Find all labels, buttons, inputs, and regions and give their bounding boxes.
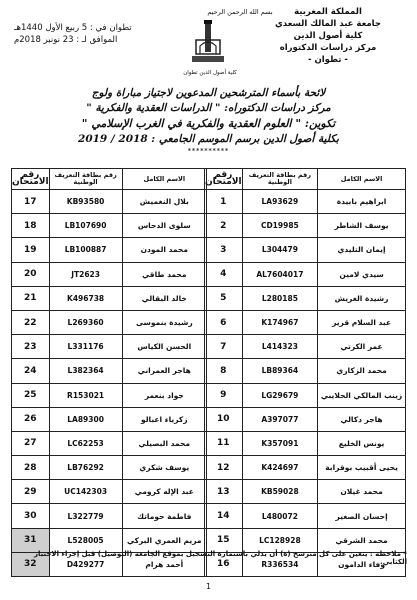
exam-number: 2 xyxy=(205,214,243,238)
national-id: L382364 xyxy=(49,359,122,383)
national-id: LC62253 xyxy=(49,431,122,455)
exam-number: 7 xyxy=(205,335,243,359)
basmala: بسم الله الرحمن الرحيم xyxy=(207,8,273,16)
national-id: R336534 xyxy=(242,552,318,576)
column-header-number: رقم الامتحان xyxy=(12,169,50,190)
candidate-name: عبد الإله كرومي xyxy=(122,480,206,504)
candidate-name: يوسف الشاطر xyxy=(318,214,406,238)
exam-number: 26 xyxy=(12,407,50,431)
title-line-4: بكلية أصول الدين برسم الموسم الجامعي : 2018 / 2019 xyxy=(78,133,339,145)
candidate-name: محمد البصيلي xyxy=(122,431,206,455)
table-row xyxy=(205,238,406,262)
table-row xyxy=(12,238,207,262)
exam-number: 16 xyxy=(205,552,243,576)
national-id: L414323 xyxy=(242,335,318,359)
candidate-name: محمد غيلان xyxy=(318,480,406,504)
exam-number: 21 xyxy=(12,286,50,310)
national-id: L269360 xyxy=(49,310,122,334)
candidate-name: عمر الكرتي xyxy=(318,335,406,359)
exam-number: 12 xyxy=(205,456,243,480)
national-id: L304479 xyxy=(242,238,318,262)
candidates-table-left xyxy=(11,168,207,577)
exam-number: 5 xyxy=(205,286,243,310)
national-id: LB100887 xyxy=(49,238,122,262)
logo-caption: كلية أصول الدين تطوان xyxy=(183,70,237,76)
column-header-number: رقم الامتحان xyxy=(205,169,243,190)
candidate-name: فاطمة حوماتك xyxy=(122,504,206,528)
candidate-name: إيمان التليدي xyxy=(318,238,406,262)
candidate-name: هاجر دكالي xyxy=(318,407,406,431)
national-id: LB89364 xyxy=(242,359,318,383)
candidate-name: محمد الشرقي xyxy=(318,528,406,552)
table-row xyxy=(12,383,207,407)
exam-number: 11 xyxy=(205,431,243,455)
table-row xyxy=(205,310,406,334)
note-text: * ملاحظة : يتعين على كل مترشح (ة) أن يدلي باستمارة التسجيل بموقع الجامعة (التوصيل) قبل إجراء الاختبار الكتابي. xyxy=(33,550,407,566)
table-row xyxy=(12,359,207,383)
column-header-name: الاسم الكامل xyxy=(122,169,206,190)
table-body-left xyxy=(12,190,207,577)
national-id: R153021 xyxy=(49,383,122,407)
national-id: K496738 xyxy=(49,286,122,310)
candidate-name: مريم العمري البركي xyxy=(122,528,206,552)
candidate-name: إحسان الصغير xyxy=(318,504,406,528)
candidate-name: وفاء الدامون xyxy=(318,552,406,576)
candidate-name: رشيدة الغريش xyxy=(318,286,406,310)
separator-stars: ********** xyxy=(187,148,230,155)
exam-number: 31 xyxy=(12,528,50,552)
exam-number: 22 xyxy=(12,310,50,334)
exam-number: 6 xyxy=(205,310,243,334)
exam-number: 15 xyxy=(205,528,243,552)
national-id: A397077 xyxy=(242,407,318,431)
table-row xyxy=(12,528,207,552)
candidate-name: جواد بنعمر xyxy=(122,383,206,407)
national-id: K357091 xyxy=(242,431,318,455)
candidate-name: سلوى الدحاس xyxy=(122,214,206,238)
table-row xyxy=(205,359,406,383)
exam-number: 9 xyxy=(205,383,243,407)
table-row xyxy=(12,456,207,480)
national-id: L322779 xyxy=(49,504,122,528)
exam-number: 13 xyxy=(205,480,243,504)
exam-number: 14 xyxy=(205,504,243,528)
exam-number: 28 xyxy=(12,456,50,480)
national-id: LB107690 xyxy=(49,214,122,238)
table-row xyxy=(12,262,207,286)
document-title-block xyxy=(10,86,407,156)
faculty-logo-icon xyxy=(188,18,228,70)
candidate-name: محمد الزكاري xyxy=(318,359,406,383)
exam-number: 17 xyxy=(12,190,50,214)
national-id: AL7604017 xyxy=(242,262,318,286)
national-id: K424697 xyxy=(242,456,318,480)
candidate-name: يحيى أقبيب بوقرابة xyxy=(318,456,406,480)
candidate-name: عبد السلام قرير xyxy=(318,310,406,334)
exam-number: 23 xyxy=(12,335,50,359)
table-row xyxy=(12,335,207,359)
table-row xyxy=(205,335,406,359)
table-row xyxy=(12,480,207,504)
exam-number: 32 xyxy=(12,552,50,576)
national-id: KB93580 xyxy=(49,190,122,214)
table-row xyxy=(12,190,207,214)
exam-number: 10 xyxy=(205,407,243,431)
table-row xyxy=(12,214,207,238)
exam-number: 27 xyxy=(12,431,50,455)
national-id: LA89300 xyxy=(49,407,122,431)
table-row xyxy=(205,480,406,504)
column-header-id: رقم بطاقة التعريف الوطنية xyxy=(49,169,122,190)
column-header-id: رقم بطاقة التعريف الوطنية xyxy=(242,169,318,190)
candidate-name: زينب المالكي الحلايبي xyxy=(318,383,406,407)
exam-number: 29 xyxy=(12,480,50,504)
header-line: المملكة المغربية xyxy=(294,7,362,17)
header-line: كلية أصول الدين xyxy=(293,31,363,41)
candidate-name: محمد المودن xyxy=(122,238,206,262)
candidate-name: رشيدة بنموسى xyxy=(122,310,206,334)
column-header-name: الاسم الكامل xyxy=(318,169,406,190)
table-row xyxy=(205,214,406,238)
candidate-name: أحمد هرام xyxy=(122,552,206,576)
title-line-1: لائحة بأسماء المترشحين المدعوين لاجتياز مباراة ولوج xyxy=(91,87,326,99)
exam-number: 1 xyxy=(205,190,243,214)
candidate-name: ابراهيم بابيدة xyxy=(318,190,406,214)
title-line-3: تكوين: " العلوم العقدية والفكرية في الغرب الإسلامي " xyxy=(81,117,336,130)
header-line: جامعة عبد المالك السعدي xyxy=(275,19,381,29)
table-row xyxy=(205,528,406,552)
national-id: LA93629 xyxy=(242,190,318,214)
national-id: LB76292 xyxy=(49,456,122,480)
national-id: L280185 xyxy=(242,286,318,310)
national-id: UC142303 xyxy=(49,480,122,504)
exam-number: 18 xyxy=(12,214,50,238)
national-id: L480072 xyxy=(242,504,318,528)
candidate-name: هاجر العمراني xyxy=(122,359,206,383)
national-id: LG29679 xyxy=(242,383,318,407)
header-line: مركز دراسات الدكتوراه xyxy=(279,43,377,53)
candidate-name: سيدي لامين xyxy=(318,262,406,286)
exam-number: 3 xyxy=(205,238,243,262)
candidate-name: خالد البقالي xyxy=(122,286,206,310)
national-id: CD19985 xyxy=(242,214,318,238)
date-hijri: تطوان في : 5 ربيع الأول 1440هـ xyxy=(14,23,132,33)
exam-number: 8 xyxy=(205,359,243,383)
candidate-name: محمد طاقي xyxy=(122,262,206,286)
title-line-2: مركز دراسات الدكتوراه: " الدراسات العقدية والفكرية " xyxy=(86,102,331,114)
candidate-name: يوسف شكري xyxy=(122,456,206,480)
candidate-name: زكرياء اعبالو xyxy=(122,407,206,431)
exam-number: 4 xyxy=(205,262,243,286)
table-row xyxy=(12,286,207,310)
table-row xyxy=(205,262,406,286)
table-row xyxy=(205,286,406,310)
table-body-right xyxy=(205,190,406,577)
exam-number: 20 xyxy=(12,262,50,286)
national-id: D429277 xyxy=(49,552,122,576)
page-number: 1 xyxy=(205,582,212,591)
table-row xyxy=(205,407,406,431)
date-header xyxy=(14,22,174,46)
header-line: - تطوان - xyxy=(308,55,348,65)
table-row xyxy=(205,383,406,407)
table-row xyxy=(12,407,207,431)
table-row xyxy=(205,456,406,480)
table-row xyxy=(12,504,207,528)
table-row xyxy=(12,310,207,334)
table-row xyxy=(12,431,207,455)
national-id: L528005 xyxy=(49,528,122,552)
table-row xyxy=(205,431,406,455)
candidate-name: يونس الخليع xyxy=(318,431,406,455)
exam-number: 25 xyxy=(12,383,50,407)
national-id: LC128928 xyxy=(242,528,318,552)
national-id: KB59028 xyxy=(242,480,318,504)
national-id: L331176 xyxy=(49,335,122,359)
exam-number: 30 xyxy=(12,504,50,528)
candidates-table-right xyxy=(204,168,406,577)
table-row xyxy=(205,190,406,214)
candidate-name: بلال النغميش xyxy=(122,190,206,214)
exam-number: 19 xyxy=(12,238,50,262)
national-id: K174967 xyxy=(242,310,318,334)
date-gregorian: الموافق لـ : 23 نونبر 2018م xyxy=(14,35,118,45)
table-row xyxy=(205,504,406,528)
candidate-name: الحسن الكياس xyxy=(122,335,206,359)
exam-number: 24 xyxy=(12,359,50,383)
national-id: JT2623 xyxy=(49,262,122,286)
